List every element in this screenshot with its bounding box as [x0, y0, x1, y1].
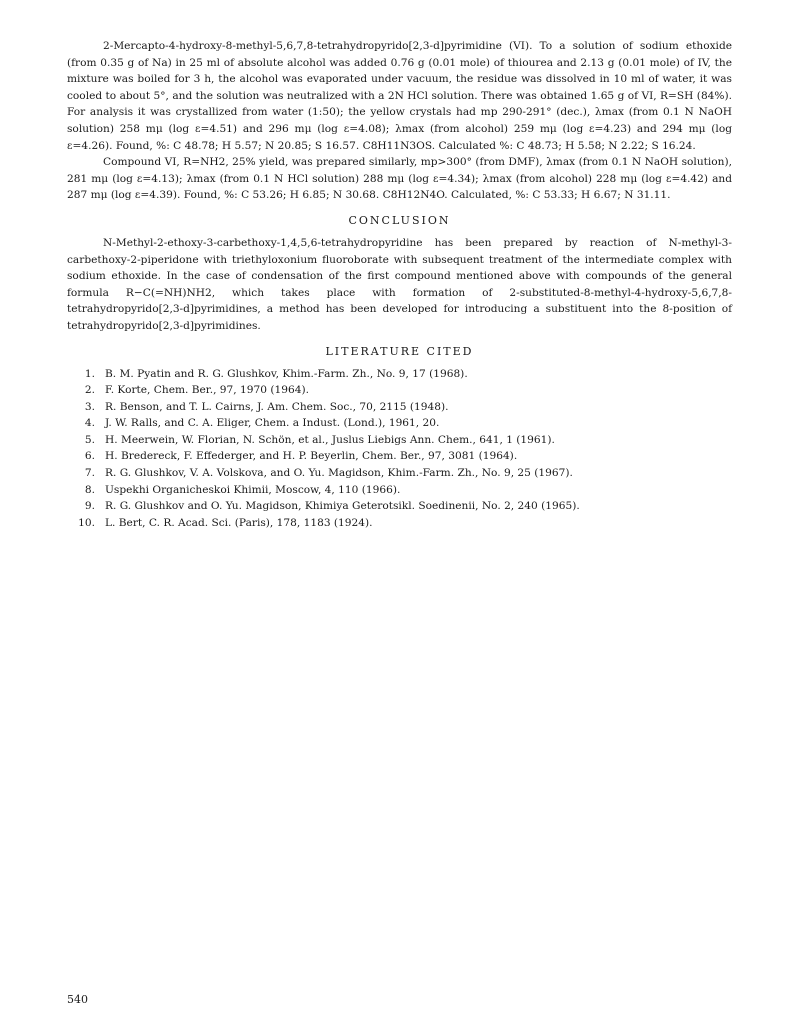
reference-text: H. Meerwein, W. Florian, N. Schön, et al., Juslus Liebigs Ann. Chem., 641, 1 (1961).	[105, 433, 555, 446]
reference-text: R. G. Glushkov and O. Yu. Magidson, Khimiya Geterotsikl. Soedinenii, No. 2, 240 (1965).	[105, 500, 580, 513]
reference-text: Uspekhi Organicheskoi Khimii, Moscow, 4, 110 (1966).	[105, 483, 401, 496]
reference-text: L. Bert, C. R. Acad. Sci. (Paris), 178, 1183 (1924).	[105, 516, 373, 529]
reference-item	[67, 415, 732, 432]
reference-item	[67, 465, 732, 482]
reference-number: 1.	[84, 367, 95, 380]
reference-number: 8.	[84, 483, 95, 496]
reference-number: 2.	[84, 384, 95, 397]
reference-text: B. M. Pyatin and R. G. Glushkov, Khim.-Farm. Zh., No. 9, 17 (1968).	[105, 367, 468, 380]
reference-number: 3.	[84, 400, 95, 413]
reference-text: J. W. Ralls, and C. A. Eliger, Chem. a Indust. (Lond.), 1961, 20.	[105, 417, 440, 430]
reference-item	[67, 515, 732, 532]
reference-item	[67, 482, 732, 499]
page-content	[67, 38, 732, 531]
reference-item	[67, 382, 732, 399]
reference-number: 10.	[78, 516, 95, 529]
literature-heading: LITERATURE CITED	[325, 344, 474, 358]
paragraph-compound-vi-mercapto: 2-Mercapto-4-hydroxy-8-methyl-5,6,7,8-tetrahydropyrido[2,3-d]pyrimidine (VI). To a solution of sodium ethoxide (from 0.35 g of Na) in 25 ml of absolute alcohol was added 0.76 g (0.01 mole) of thiourea and 2.13 g (0.01 mole) of IV, the mixture was boiled for 3 h, the alcohol was evaporated under vacuum, the residue was dissolved in 10 ml of water, it was cooled to about 5°, and the solution was neutralized with a 2N HCl solution. There was obtained 1.65 g of VI, R=SH (84%). For analysis it was crystallized from water (1:50); the yellow crystals had mp 290-291° (dec.), λmax (from 0.1 N NaOH solution) 258 mμ (log ε=4.51) and 296 mμ (log ε=4.08); λmax (from alcohol) 259 mμ (log ε=4.23) and 294 mμ (log ε=4.26). Found, %: C 48.78; H 5.57; N 20.85; S 16.57. C8H11N3OS. Calculated %: C 48.73; H 5.58; N 2.22; S 16.24.	[67, 40, 732, 152]
reference-text: R. G. Glushkov, V. A. Volskova, and O. Yu. Magidson, Khim.-Farm. Zh., No. 9, 25 (1967).	[105, 467, 573, 480]
reference-number: 4.	[84, 417, 95, 430]
reference-number: 9.	[84, 500, 95, 513]
reference-item	[67, 366, 732, 383]
reference-item	[67, 432, 732, 449]
reference-text: F. Korte, Chem. Ber., 97, 1970 (1964).	[105, 384, 309, 397]
reference-item	[67, 498, 732, 515]
page-number: 540	[67, 993, 88, 1006]
reference-number: 6.	[84, 450, 95, 463]
experimental-section	[67, 38, 732, 204]
conclusion-section	[67, 235, 732, 335]
reference-item	[67, 399, 732, 416]
reference-text: R. Benson, and T. L. Cairns, J. Am. Chem. Soc., 70, 2115 (1948).	[105, 400, 449, 413]
reference-text: H. Bredereck, F. Effederger, and H. P. Beyerlin, Chem. Ber., 97, 3081 (1964).	[105, 450, 518, 463]
conclusion-text: N-Methyl-2-ethoxy-3-carbethoxy-1,4,5,6-tetrahydropyridine has been prepared by reaction of N-methyl-3-carbethoxy-2-piperidone with triethyloxonium fluoroborate with subsequent treatment of the intermediate complex with sodium ethoxide. In the case of condensation of the first compound mentioned above with compounds of the general formula R−C(=NH)NH2, which takes place with formation of 2-substituted-8-methyl-4-hydroxy-5,6,7,8-tetrahydropyrido[2,3-d]pyrimidines, a method has been developed for introducing a substituent into the 8-position of tetrahydropyrido[2,3-d]pyrimidines.	[67, 236, 732, 332]
reference-list	[67, 366, 732, 532]
paragraph-compound-vi-amino: Compound VI, R=NH2, 25% yield, was prepared similarly, mp>300° (from DMF), λmax (from 0.1 N NaOH solution), 281 mμ (log ε=4.13); λmax (from 0.1 N HCl solution) 288 mμ (log ε=4.34); λmax (from alcohol) 228 mμ (log ε=4.42) and 287 mμ (log ε=4.39). Found, %: C 53.26; H 6.85; N 30.68. C8H12N4O. Calculated, %: C 53.33; H 6.67; N 31.11.	[67, 156, 732, 202]
conclusion-heading: CONCLUSION	[348, 213, 451, 227]
reference-item	[67, 448, 732, 465]
reference-number: 5.	[84, 433, 95, 446]
reference-number: 7.	[84, 467, 95, 480]
